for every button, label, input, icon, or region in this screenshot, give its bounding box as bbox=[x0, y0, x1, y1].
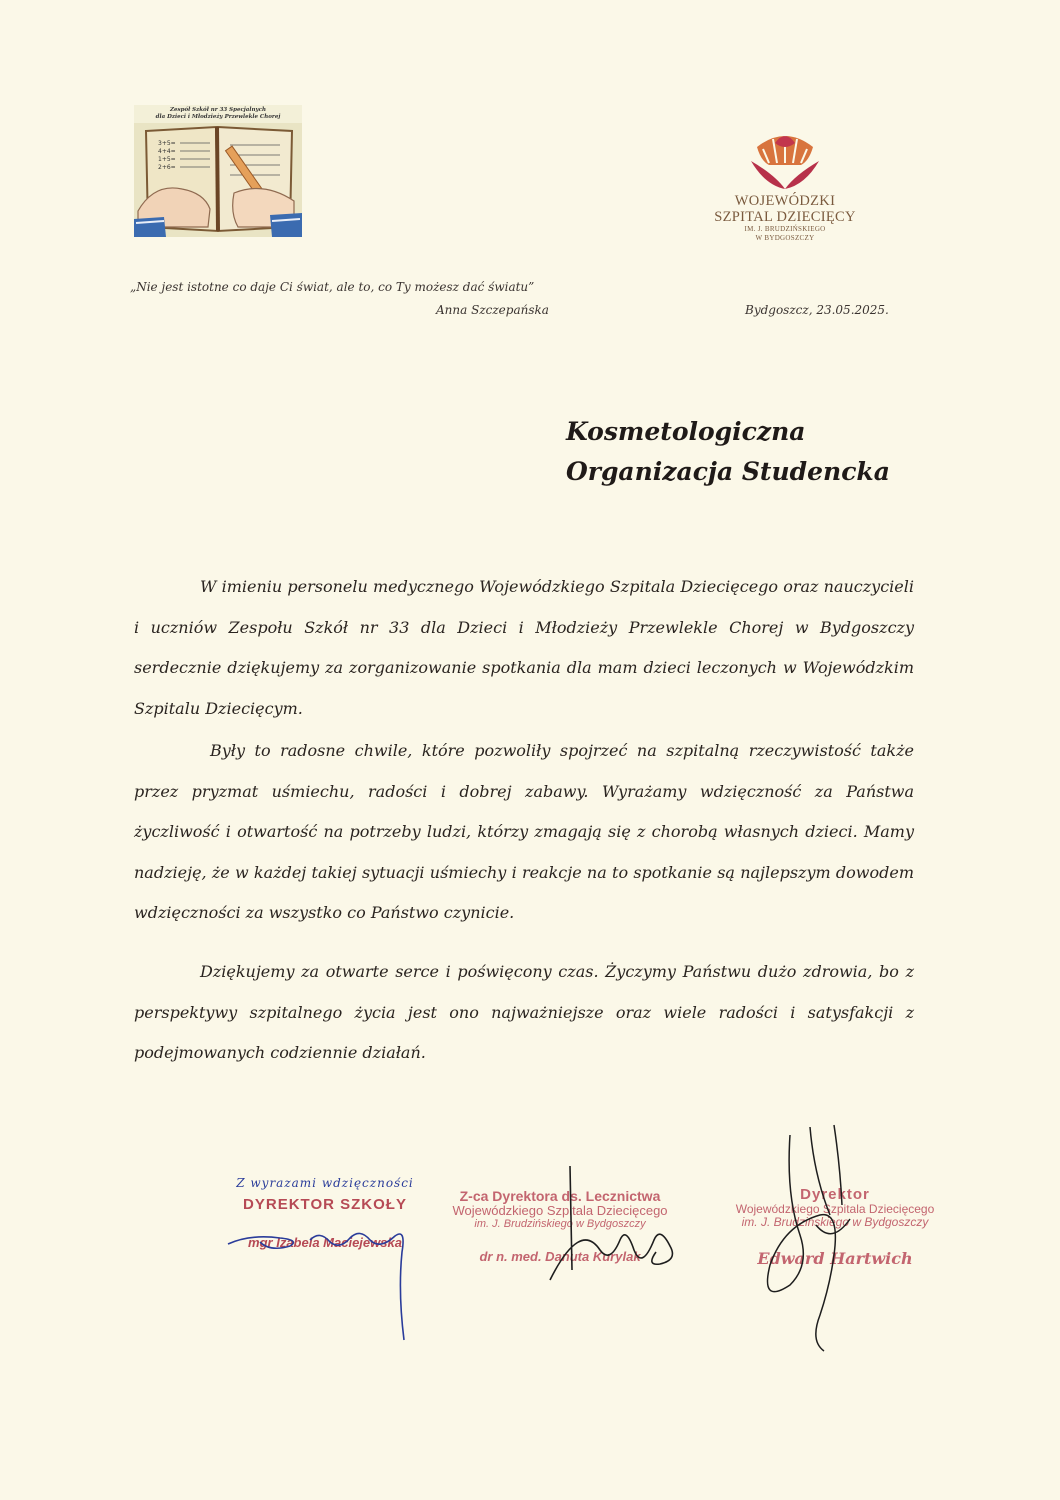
school-logo-caption-line1: Zespół Szkół nr 33 Specjalnych bbox=[170, 107, 266, 113]
school-logo-caption-line2: dla Dzieci i Młodzieży Przewlekle Chorej bbox=[155, 114, 281, 120]
stamp-title: Dyrektor bbox=[800, 1186, 870, 1203]
stamp-name: Edward Hartwich bbox=[757, 1249, 913, 1268]
stamp-location: im. J. Brudzińskiego w Bydgoszczy bbox=[741, 1215, 929, 1229]
stamp-title: DYREKTOR SZKOŁY bbox=[243, 1196, 407, 1213]
body-paragraph-2 bbox=[134, 731, 914, 934]
signature-block-school-director bbox=[215, 1176, 435, 1250]
stamp-location: im. J. Brudzińskiego w Bydgoszczy bbox=[474, 1218, 646, 1230]
recipient bbox=[566, 412, 890, 492]
stamp-institution: Wojewódzkiego Szpitala Dziecięcego bbox=[452, 1203, 668, 1218]
signature-block-director bbox=[715, 1186, 955, 1268]
letter-date: Bydgoszcz, 23.05.2025. bbox=[745, 303, 889, 317]
school-logo-caption bbox=[134, 107, 302, 121]
school-logo bbox=[134, 105, 302, 237]
open-book-with-hands-icon bbox=[134, 123, 302, 237]
recipient-line2: Organizacja Studencka bbox=[566, 457, 890, 486]
signature-block-deputy-director bbox=[440, 1188, 680, 1264]
hands-flower-icon bbox=[745, 125, 825, 193]
svg-text:2+6=: 2+6= bbox=[158, 164, 176, 171]
motto-author: Anna Szczepańska bbox=[436, 303, 549, 317]
hospital-name-line4: W BYDGOSZCZY bbox=[755, 234, 815, 242]
motto-quote: „Nie jest istotne co daje Ci świat, ale to, co Ty możesz dać światu” bbox=[130, 280, 535, 294]
svg-text:1+5=: 1+5= bbox=[158, 156, 176, 163]
body-paragraph-3-text: Dziękujemy za otwarte serce i poświęcony czas. Życzymy Państwu dużo zdrowia, bo z perspektywy szpitalnego życia jest ono najważniejsze oraz wiele radości i satysfakcji z podejmowanych codziennie działań. bbox=[134, 962, 914, 1062]
hospital-name-line3: IM. J. BRUDZIŃSKIEGO bbox=[744, 225, 826, 233]
body-paragraph-3 bbox=[134, 952, 914, 1074]
body-paragraph-1-text: W imieniu personelu medycznego Wojewódzkiego Szpitala Dziecięcego oraz nauczycieli i uczniów Zespołu Szkół nr 33 dla Dzieci i Młodzieży Przewlekle Chorej w Bydgoszczy serdecznie dziękujemy za zorganizowanie spotkania dla mam dzieci leczonych w Wojewódzkim Szpitalu Dziecięcym. bbox=[134, 577, 914, 718]
stamp-name: dr n. med. Danuta Kurylak bbox=[479, 1249, 641, 1264]
svg-text:4+4=: 4+4= bbox=[158, 148, 176, 155]
body-paragraph-2-text: Były to radosne chwile, które pozwoliły spojrzeć na szpitalną rzeczywistość także przez pryzmat uśmiechu, radości i dobrej zabawy. Wyrażamy wdzięczność za Państwa życzliwość i otwartość na potrzeby ludzi, którzy zmagają się z chorobą własnych dzieci. Mamy nadzieję, że w każdej takiej sytuacji uśmiechy i reakcje na to spotkanie są najlepszym dowodem wdzięczności za wszystko co Państwo czynicie. bbox=[134, 741, 914, 922]
hospital-name-line1: WOJEWÓDZKI bbox=[734, 193, 836, 209]
hospital-name-line2: SZPITAL DZIECIĘCY bbox=[714, 209, 856, 225]
recipient-line1: Kosmetologiczna bbox=[566, 417, 806, 446]
svg-text:3+5=: 3+5= bbox=[158, 140, 176, 147]
handwritten-note: Z wyrazami wdzięczności bbox=[236, 1176, 414, 1190]
stamp-name: mgr Izabela Maciejewska bbox=[248, 1235, 402, 1250]
stamp-institution: Wojewódzkiego Szpitala Dziecięcego bbox=[735, 1202, 935, 1216]
stamp-title: Z-ca Dyrektora ds. Lecznictwa bbox=[459, 1188, 661, 1204]
body-paragraph-1 bbox=[134, 567, 914, 729]
hospital-logo bbox=[690, 125, 880, 265]
